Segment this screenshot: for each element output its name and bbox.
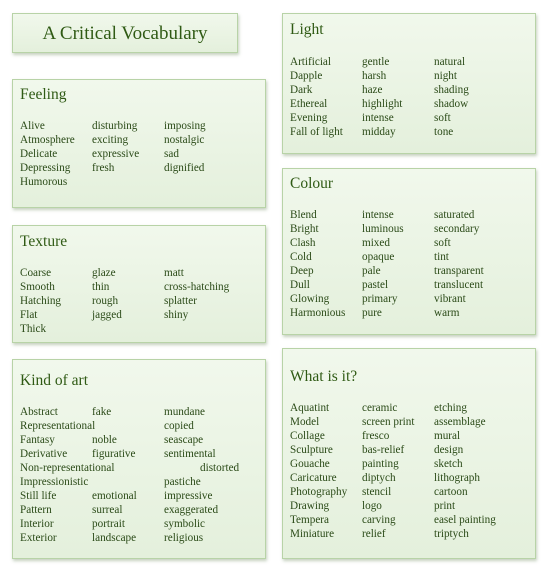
vocab-word: Atmosphere xyxy=(20,134,75,146)
vocab-word: fake xyxy=(92,406,112,418)
vocab-word: painting xyxy=(362,458,399,470)
vocab-word: Fall of light xyxy=(290,126,343,138)
vocab-word: diptych xyxy=(362,472,396,484)
card-heading: Feeling xyxy=(20,86,67,103)
card-light xyxy=(282,13,536,154)
vocab-word: design xyxy=(434,444,464,456)
vocab-word: Pattern xyxy=(20,504,52,516)
vocab-word: triptych xyxy=(434,528,469,540)
vocab-word: shading xyxy=(434,84,469,96)
vocab-word: Harmonious xyxy=(290,307,346,319)
vocab-word: Dapple xyxy=(290,70,323,82)
vocab-word: ceramic xyxy=(362,402,398,414)
vocab-word: etching xyxy=(434,402,467,414)
vocab-word: easel painting xyxy=(434,514,496,526)
vocab-word: shiny xyxy=(164,309,189,321)
vocab-word: Derivative xyxy=(20,448,68,460)
vocab-word: imposing xyxy=(164,120,206,132)
page-title: A Critical Vocabulary xyxy=(42,23,208,44)
vocab-word: Depressing xyxy=(20,162,71,174)
vocab-word: copied xyxy=(164,420,194,432)
vocab-word: dignified xyxy=(164,162,205,174)
vocab-word: figurative xyxy=(92,448,136,460)
vocab-word: Abstract xyxy=(20,406,58,418)
vocab-word: Evening xyxy=(290,112,328,124)
card-texture xyxy=(12,225,266,343)
vocab-word: soft xyxy=(434,112,451,124)
vocab-word: Thick xyxy=(20,323,47,335)
vocab-word: disturbing xyxy=(92,120,138,132)
vocab-word: opaque xyxy=(362,251,395,263)
vocab-word: emotional xyxy=(92,490,137,502)
vocab-word: surreal xyxy=(92,504,123,516)
vocab-word: cross-hatching xyxy=(164,281,230,293)
vocab-word: midday xyxy=(362,126,396,138)
vocab-word: Bright xyxy=(290,223,319,235)
vocab-word: seascape xyxy=(164,434,204,446)
vocab-word: saturated xyxy=(434,209,475,221)
title-card xyxy=(12,13,238,53)
vocab-word: distorted xyxy=(200,462,240,474)
vocab-word: Still life xyxy=(20,490,57,502)
vocab-word: secondary xyxy=(434,223,480,235)
vocab-word: Sculpture xyxy=(290,444,333,456)
vocab-word: Coarse xyxy=(20,267,52,279)
vocab-word: Tempera xyxy=(290,514,329,526)
vocab-word: intense xyxy=(362,209,394,221)
vocab-word: mundane xyxy=(164,406,206,418)
vocab-word: Glowing xyxy=(290,293,330,305)
vocab-word: warm xyxy=(434,307,460,319)
vocab-word: sad xyxy=(164,148,179,160)
vocab-word: natural xyxy=(434,56,466,68)
vocab-word: pure xyxy=(362,307,382,319)
vocab-word: Cold xyxy=(290,251,312,263)
card-heading: Kind of art xyxy=(20,372,89,389)
vocab-word: print xyxy=(434,500,456,512)
vocab-word: primary xyxy=(362,293,398,305)
vocab-word: Representational xyxy=(20,420,96,432)
card-what-is-it xyxy=(282,348,536,559)
vocab-word: rough xyxy=(92,295,119,307)
vocab-word: pastiche xyxy=(164,476,201,488)
vocab-word: relief xyxy=(362,528,386,540)
vocab-word: exciting xyxy=(92,134,129,146)
vocab-word: impressive xyxy=(164,490,213,502)
vocab-word: Dull xyxy=(290,279,310,291)
vocab-word: thin xyxy=(92,281,110,293)
vocab-word: Model xyxy=(290,416,320,428)
vocab-word: cartoon xyxy=(434,486,468,498)
vocab-word: symbolic xyxy=(164,518,206,530)
vocab-word: Ethereal xyxy=(290,98,328,110)
card-kind-of-art xyxy=(12,359,266,559)
vocab-word: haze xyxy=(362,84,383,96)
vocab-word: Interior xyxy=(20,518,54,530)
vocab-word: Aquatint xyxy=(290,402,330,414)
vocab-word: jagged xyxy=(92,309,122,321)
vocab-word: pale xyxy=(362,265,381,277)
vocab-word: noble xyxy=(92,434,117,446)
vocab-word: fresco xyxy=(362,430,390,442)
card-colour xyxy=(282,168,536,335)
vocab-word: sketch xyxy=(434,458,463,470)
vocab-word: portrait xyxy=(92,518,125,530)
vocab-word: Photography xyxy=(290,486,348,498)
vocab-word: Gouache xyxy=(290,458,330,470)
vocab-word: transparent xyxy=(434,265,484,277)
card-heading: What is it? xyxy=(290,368,358,385)
vocab-word: harsh xyxy=(362,70,387,82)
card-feeling xyxy=(12,79,266,208)
vocab-word: Collage xyxy=(290,430,325,442)
vocab-word: bas-relief xyxy=(362,444,405,456)
vocab-word: mixed xyxy=(362,237,390,249)
vocab-word: screen print xyxy=(362,416,415,428)
vocab-word: Smooth xyxy=(20,281,55,293)
vocab-word: religious xyxy=(164,532,204,544)
vocab-word: Drawing xyxy=(290,500,330,512)
vocab-word: Caricature xyxy=(290,472,337,484)
vocab-word: Clash xyxy=(290,237,316,249)
vocab-word: landscape xyxy=(92,532,137,544)
vocab-word: Impressionistic xyxy=(20,476,89,488)
vocab-word: mural xyxy=(434,430,461,442)
vocab-word: gentle xyxy=(362,56,390,68)
vocab-word: fresh xyxy=(92,162,115,174)
vocab-word: Non-representational xyxy=(20,462,115,474)
vocab-word: Fantasy xyxy=(20,434,55,446)
vocab-word: tint xyxy=(434,251,449,263)
vocab-word: Hatching xyxy=(20,295,62,307)
vocab-word: lithograph xyxy=(434,472,480,484)
vocab-word: pastel xyxy=(362,279,389,291)
vocab-word: Alive xyxy=(20,120,45,132)
vocab-word: Deep xyxy=(290,265,314,277)
vocab-word: matt xyxy=(164,267,184,279)
vocab-word: splatter xyxy=(164,295,197,307)
vocab-word: Flat xyxy=(20,309,38,321)
vocab-word: Dark xyxy=(290,84,313,96)
vocab-word: Blend xyxy=(290,209,317,221)
vocab-word: soft xyxy=(434,237,451,249)
vocab-word: stencil xyxy=(362,486,392,498)
vocab-word: Artificial xyxy=(290,56,332,68)
vocab-word: shadow xyxy=(434,98,469,110)
vocab-word: tone xyxy=(434,126,454,138)
vocab-word: glaze xyxy=(92,267,116,279)
vocab-word: expressive xyxy=(92,148,140,160)
vocab-word: Exterior xyxy=(20,532,57,544)
vocab-word: highlight xyxy=(362,98,403,110)
card-heading: Texture xyxy=(20,233,68,250)
vocab-word: carving xyxy=(362,514,396,526)
vocab-word: exaggerated xyxy=(164,504,219,516)
vocab-word: sentimental xyxy=(164,448,216,460)
vocab-word: logo xyxy=(362,500,382,512)
card-heading: Light xyxy=(290,21,324,38)
vocab-word: Miniature xyxy=(290,528,335,540)
vocab-word: Delicate xyxy=(20,148,58,160)
vocab-word: intense xyxy=(362,112,394,124)
card-heading: Colour xyxy=(290,175,334,192)
vocab-word: night xyxy=(434,70,457,82)
vocab-word: luminous xyxy=(362,223,404,235)
vocab-word: translucent xyxy=(434,279,484,291)
vocab-word: assemblage xyxy=(434,416,486,428)
vocab-word: nostalgic xyxy=(164,134,205,146)
vocab-word: vibrant xyxy=(434,293,466,305)
vocab-word: Humorous xyxy=(20,176,68,188)
